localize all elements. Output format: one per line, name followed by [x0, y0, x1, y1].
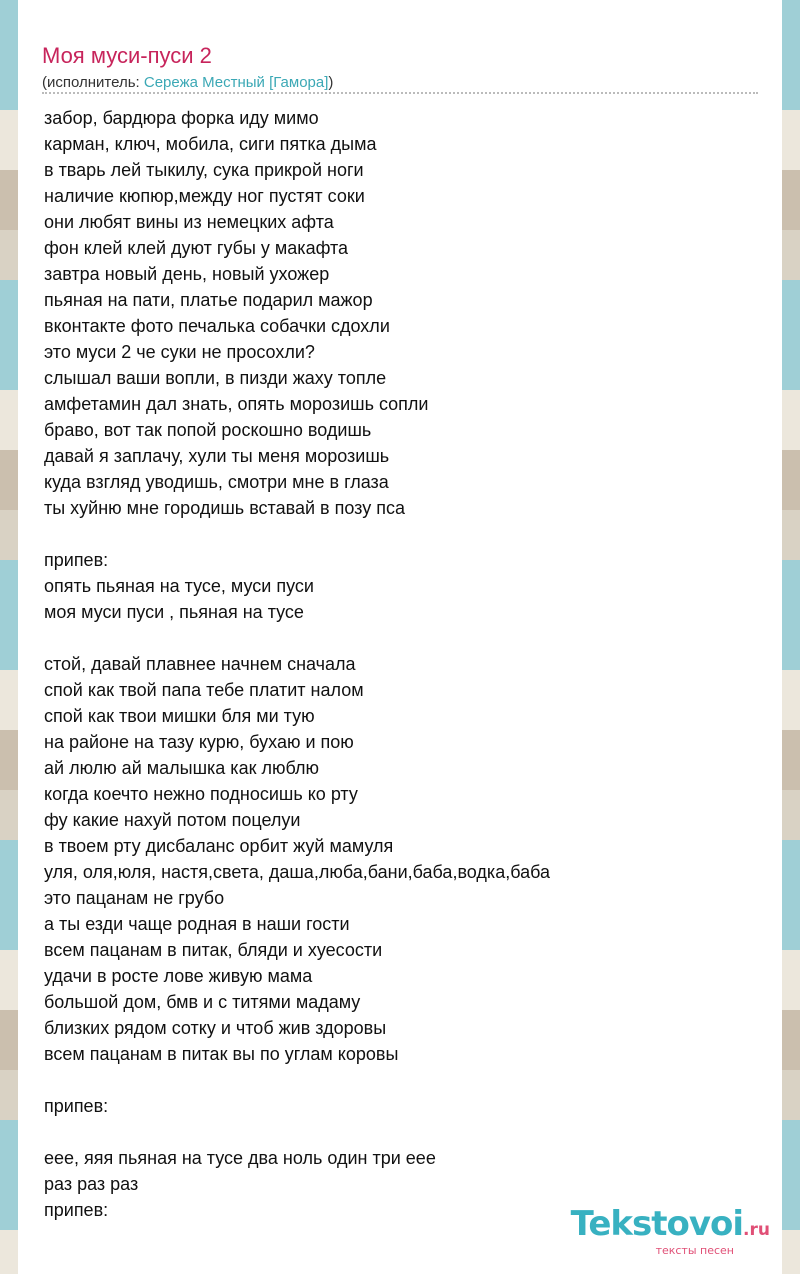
lyric-line: они любят вины из немецких афта	[44, 212, 334, 232]
performer-line	[42, 72, 758, 94]
lyric-line: всем пацанам в питак вы по углам коровы	[44, 1044, 399, 1064]
lyric-line: давай я заплачу, хули ты меня морозишь	[44, 446, 390, 466]
lyric-line: стой, давай плавнее начнем сначала	[44, 654, 356, 674]
lyric-line: это муси 2 че суки не просохли?	[44, 342, 315, 362]
lyric-line: большой дом, бмв и с титями мадаму	[44, 992, 361, 1012]
lyric-line: это пацанам не грубо	[44, 888, 225, 908]
song-title: Моя муси-пуси 2	[42, 43, 212, 68]
lyric-line: раз раз раз	[44, 1174, 139, 1194]
lyric-line: припев:	[44, 550, 109, 570]
song-header	[42, 42, 758, 94]
lyric-line: уля, оля,юля, настя,света, даша,люба,бани,баба,водка,баба	[44, 862, 551, 882]
lyric-line: фу какие нахуй потом поцелуи	[44, 810, 301, 830]
lyric-line: ай люлю ай малышка как люблю	[44, 758, 319, 778]
lyric-line: еее, яяя пьяная на тусе два ноль один три еее	[44, 1148, 436, 1168]
lyric-line: пьяная на пати, платье подарил мажор	[44, 290, 373, 310]
lyric-line: фон клей клей дуют губы у макафта	[44, 238, 349, 258]
lyric-blank-line	[44, 1119, 764, 1145]
artist-link[interactable]: Сережа Местный [Гамора]	[143, 74, 329, 91]
lyric-blank-line	[44, 1067, 764, 1093]
lyric-line: спой как твой папа тебе платит налом	[44, 680, 364, 700]
lyric-line: в тварь лей тыкилу, сука прикрой ноги	[44, 160, 364, 180]
lyric-line: спой как твои мишки бля ми тую	[44, 706, 315, 726]
logo-name: Tekstovoi	[570, 1204, 744, 1244]
lyric-line: опять пьяная на тусе, муси пуси	[44, 576, 314, 596]
lyric-line: всем пацанам в питак, бляди и хуесости	[44, 940, 383, 960]
lyric-line: амфетамин дал знать, опять морозишь сопли	[44, 394, 429, 414]
lyric-line: карман, ключ, мобила, сиги пятка дыма	[44, 134, 377, 154]
performer-prefix: (исполнитель:	[42, 74, 144, 91]
lyric-line: когда коечто нежно подносишь ко рту	[44, 784, 358, 804]
lyric-line: удачи в росте лове живую мама	[44, 966, 313, 986]
site-logo[interactable]	[571, 1206, 770, 1257]
lyric-line: в твоем рту дисбаланс орбит жуй мамуля	[44, 836, 394, 856]
lyric-line: браво, вот так попой роскошно водишь	[44, 420, 372, 440]
logo-tagline: тексты песен	[655, 1244, 734, 1257]
lyric-blank-line	[44, 521, 764, 547]
lyrics-text	[44, 105, 764, 1223]
lyric-line: завтра новый день, новый ухожер	[44, 264, 330, 284]
lyric-line: припев:	[44, 1200, 109, 1220]
header-divider	[42, 92, 758, 94]
logo-tld: .ru	[743, 1220, 770, 1240]
lyric-line: наличие кюпюр,между ног пустят соки	[44, 186, 365, 206]
lyric-line: слышал ваши вопли, в пизди жаху топле	[44, 368, 387, 388]
lyric-line: моя муси пуси , пьяная на тусе	[44, 602, 304, 622]
lyric-line: припев:	[44, 1096, 109, 1116]
lyric-line: а ты езди чаще родная в наши гости	[44, 914, 350, 934]
performer-suffix: )	[328, 74, 334, 91]
lyric-line: куда взгляд уводишь, смотри мне в глаза	[44, 472, 389, 492]
lyric-line: вконтакте фото печалька собачки сдохли	[44, 316, 390, 336]
logo-wordmark	[571, 1206, 770, 1248]
lyric-blank-line	[44, 625, 764, 651]
lyric-line: забор, бардюра форка иду мимо	[44, 108, 319, 128]
lyric-line: на районе на тазу курю, бухаю и пою	[44, 732, 354, 752]
lyric-line: близких рядом сотку и чтоб жив здоровы	[44, 1018, 387, 1038]
lyric-line: ты хуйню мне городишь вставай в позу пса	[44, 498, 405, 518]
